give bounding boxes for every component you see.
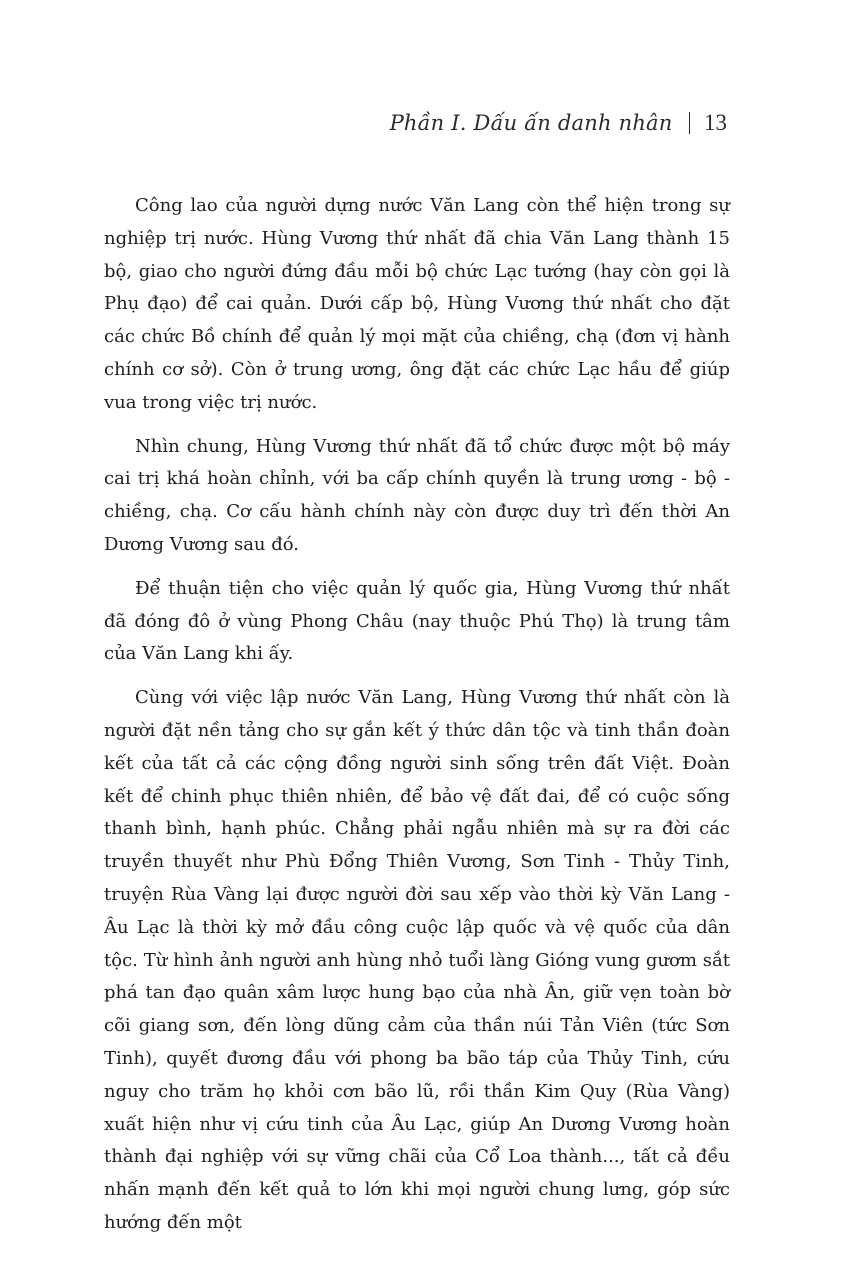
running-header	[390, 110, 727, 136]
paragraph: Công lao của người dựng nước Văn Lang còn thể hiện trong sự nghiệp trị nước. Hùng Vương thứ nhất đã chia Văn Lang thành 15 bộ, giao cho người đứng đầu mỗi bộ chức Lạc tướng (hay còn gọi là Phụ đạo) để cai quản. Dưới cấp bộ, Hùng Vương thứ nhất cho đặt các chức Bồ chính để quản lý mọi mặt của chiềng, chạ (đơn vị hành chính cơ sở). Còn ở trung ương, ông đặt các chức Lạc hầu để giúp vua trong việc trị nước.	[104, 195, 730, 413]
header-divider	[689, 112, 691, 134]
body-text	[104, 190, 730, 1251]
page-number: 13	[704, 110, 727, 135]
paragraph: Để thuận tiện cho việc quản lý quốc gia, Hùng Vương thứ nhất đã đóng đô ở vùng Phong Châu (nay thuộc Phú Thọ) là trung tâm của Văn Lang khi ấy.	[104, 577, 730, 665]
paragraph: Nhìn chung, Hùng Vương thứ nhất đã tổ chức được một bộ máy cai trị khá hoàn chỉnh, với ba cấp chính quyền là trung ương - bộ - chiềng, chạ. Cơ cấu hành chính này còn được duy trì đến thời An Dương Vương sau đó.	[104, 435, 730, 555]
paragraph: Cùng với việc lập nước Văn Lang, Hùng Vương thứ nhất còn là người đặt nền tảng cho sự gắn kết ý thức dân tộc và tinh thần đoàn kết của tất cả các cộng đồng người sinh sống trên đất Việt. Đoàn kết để chinh phục thiên nhiên, để bảo vệ đất đai, để có cuộc sống thanh bình, hạnh phúc. Chẳng phải ngẫu nhiên mà sự ra đời các truyền thuyết như Phù Đổng Thiên Vương, Sơn Tinh - Thủy Tinh, truyện Rùa Vàng lại được người đời sau xếp vào thời kỳ Văn Lang - Âu Lạc là thời kỳ mở đầu công cuộc lập quốc và vệ quốc của dân tộc. Từ hình ảnh người anh hùng nhỏ tuổi làng Gióng vung gươm sắt phá tan đạo quân xâm lược hung bạo của nhà Ân, giữ vẹn toàn bờ cõi giang sơn, đến lòng dũng cảm của thần núi Tản Viên (tức Sơn Tinh), quyết đương đầu với phong ba bão táp của Thủy Tinh, cứu nguy cho trăm họ khỏi cơn bão lũ, rồi thần Kim Quy (Rùa Vàng) xuất hiện như vị cứu tinh của Âu Lạc, giúp An Dương Vương hoàn thành đại nghiệp với sự vững chãi của Cổ Loa thành..., tất cả đều nhấn mạnh đến kết quả to lớn khi mọi người chung lưng, góp sức hướng đến một	[104, 687, 730, 1233]
section-title: Phần I. Dấu ấn danh nhân	[389, 111, 673, 135]
